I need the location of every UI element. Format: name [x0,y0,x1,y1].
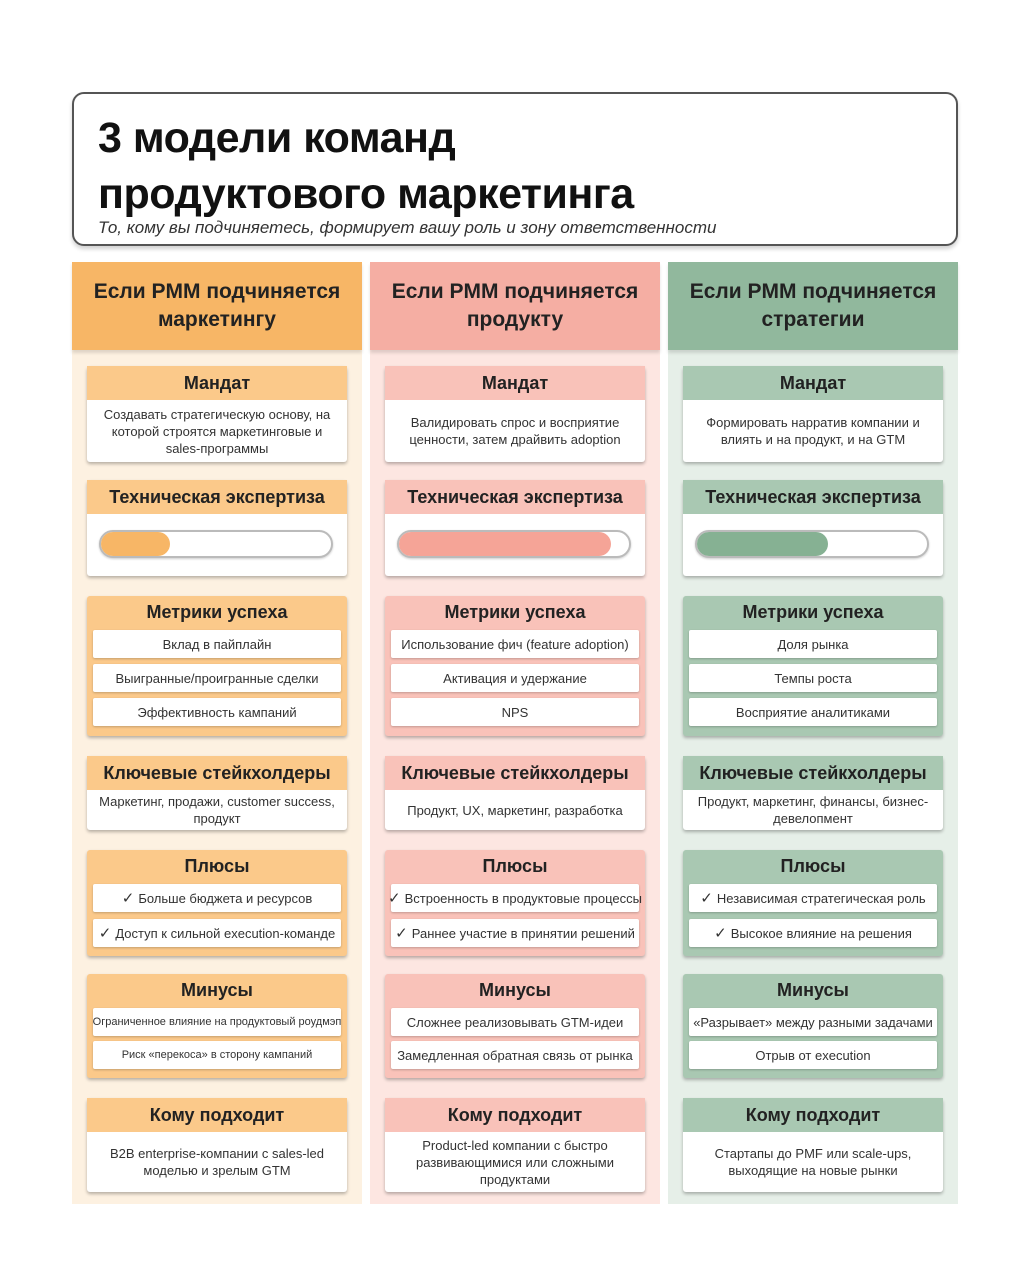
con-item: Ограниченное влияние на продуктовый роудмэп [93,1008,341,1036]
page-title [98,110,634,222]
mandate-text: Формировать нарратив компании и влиять и на продукт, и на GTM [706,415,920,447]
cons-title: Минусы [181,979,253,1000]
check-icon: ✓ [98,925,112,942]
stakeholders-text: Маркетинг, продажи, customer success, продукт [99,794,335,826]
check-icon: ✓ [395,925,408,942]
pro-item [689,919,937,947]
expertise-card [385,480,645,576]
metrics-card [87,596,347,736]
expertise-bar-fill [697,532,828,556]
con-item: «Разрывает» между разными задачами [689,1008,937,1036]
fit-title: Кому подходит [683,1098,943,1132]
metric-item: Использование фич (feature adoption) [391,630,639,658]
mandate-title: Мандат [385,366,645,400]
expertise-title: Техническая экспертиза [683,480,943,514]
column-header: Если PMM подчиняется продукту [370,262,660,350]
pro-item-text: Больше бюджета и ресурсов [138,890,313,906]
check-icon: ✓ [714,925,727,942]
metrics-title: Метрики успеха [146,601,288,622]
cons-title: Минусы [479,979,551,1000]
fit-text: Стартапы до PMF или scale-ups, выходящие на новые рынки [714,1146,912,1178]
pros-card [87,850,347,956]
check-icon: ✓ [121,890,135,907]
fit-card [683,1098,943,1192]
fit-title: Кому подходит [385,1098,645,1132]
pro-item [689,884,937,912]
mandate-text: Валидировать спрос и восприятие ценности, затем драйвить adoption [409,415,621,447]
pros-card [683,850,943,956]
stakeholders-title: Ключевые стейкхолдеры [87,756,347,790]
pro-item [93,919,341,947]
pro-item [93,884,341,912]
pro-item-text: Встроенность в продуктовые процессы [404,890,642,906]
con-item: Риск «перекоса» в сторону кампаний [93,1041,341,1069]
pro-item-text: Раннее участие в принятии решений [411,925,635,941]
expertise-title: Техническая экспертиза [87,480,347,514]
metrics-card [385,596,645,736]
cons-card [385,974,645,1078]
expertise-bar [695,530,929,558]
column-header: Если PMM подчиняется стратегии [668,262,958,350]
pro-item-text: Высокое влияние на решения [730,925,912,941]
mandate-card [683,366,943,462]
pro-item [391,919,639,947]
metric-item: Темпы роста [689,664,937,692]
expertise-card [683,480,943,576]
column-marketing [72,262,362,1204]
pros-title: Плюсы [780,855,846,876]
expertise-card [87,480,347,576]
pro-item-text: Доступ к сильной execution-команде [115,925,336,941]
stakeholders-card [683,756,943,830]
mandate-card [385,366,645,462]
metric-item: Восприятие аналитиками [689,698,937,726]
expertise-bar-fill [101,532,170,556]
expertise-bar [99,530,333,558]
metrics-title: Метрики успеха [444,601,586,622]
metrics-card [683,596,943,736]
cons-card [683,974,943,1078]
check-icon: ✓ [700,890,713,907]
mandate-card [87,366,347,462]
fit-card [385,1098,645,1192]
pros-card [385,850,645,956]
mandate-text: Создавать стратегическую основу, на которой строятся маркетинговые и sales-программы [103,406,331,456]
fit-card [87,1098,347,1192]
metric-item: Выигранные/проигранные сделки [93,664,341,692]
metric-item: Доля рынка [689,630,937,658]
metric-item: Вклад в пайплайн [93,630,341,658]
header-card [72,92,958,246]
column-product [370,262,660,1204]
con-item: Замедленная обратная связь от рынка [391,1041,639,1069]
fit-title: Кому подходит [87,1098,347,1132]
pro-item-text: Независимая стратегическая роль [716,890,926,906]
fit-text: Product-led компании с быстро развивающимися или сложными продуктами [416,1137,614,1187]
metric-item: Активация и удержание [391,664,639,692]
metric-item: Эффективность кампаний [93,698,341,726]
expertise-bar [397,530,631,558]
page-subtitle: То, кому вы подчиняетесь, формирует вашу роль и зону ответственности [98,218,717,237]
expertise-title: Техническая экспертиза [385,480,645,514]
metrics-title: Метрики успеха [742,601,884,622]
mandate-title: Мандат [683,366,943,400]
cons-title: Минусы [777,979,849,1000]
cons-card [87,974,347,1078]
title-line-2: продуктового маркетинга [98,170,634,218]
pro-item [388,884,642,912]
expertise-bar-fill [399,532,611,556]
stakeholders-card [385,756,645,830]
stakeholders-title: Ключевые стейкхолдеры [385,756,645,790]
con-item: Сложнее реализовывать GTM-идеи [391,1008,639,1036]
pros-title: Плюсы [482,855,548,876]
fit-text: B2B enterprise-компании с sales-led моделью и зрелым GTM [109,1146,325,1178]
mandate-title: Мандат [87,366,347,400]
stakeholders-card [87,756,347,830]
column-header: Если PMM подчиняется маркетингу [72,262,362,350]
pros-title: Плюсы [184,855,250,876]
title-line-1: 3 модели команд [98,114,456,162]
check-icon: ✓ [388,890,401,907]
stakeholders-title: Ключевые стейкхолдеры [683,756,943,790]
metric-item: NPS [391,698,639,726]
column-strategy [668,262,958,1204]
stakeholders-text: Продукт, UX, маркетинг, разработка [407,802,623,818]
con-item: Отрыв от execution [689,1041,937,1069]
stakeholders-text: Продукт, маркетинг, финансы, бизнес-девелопмент [697,794,929,826]
